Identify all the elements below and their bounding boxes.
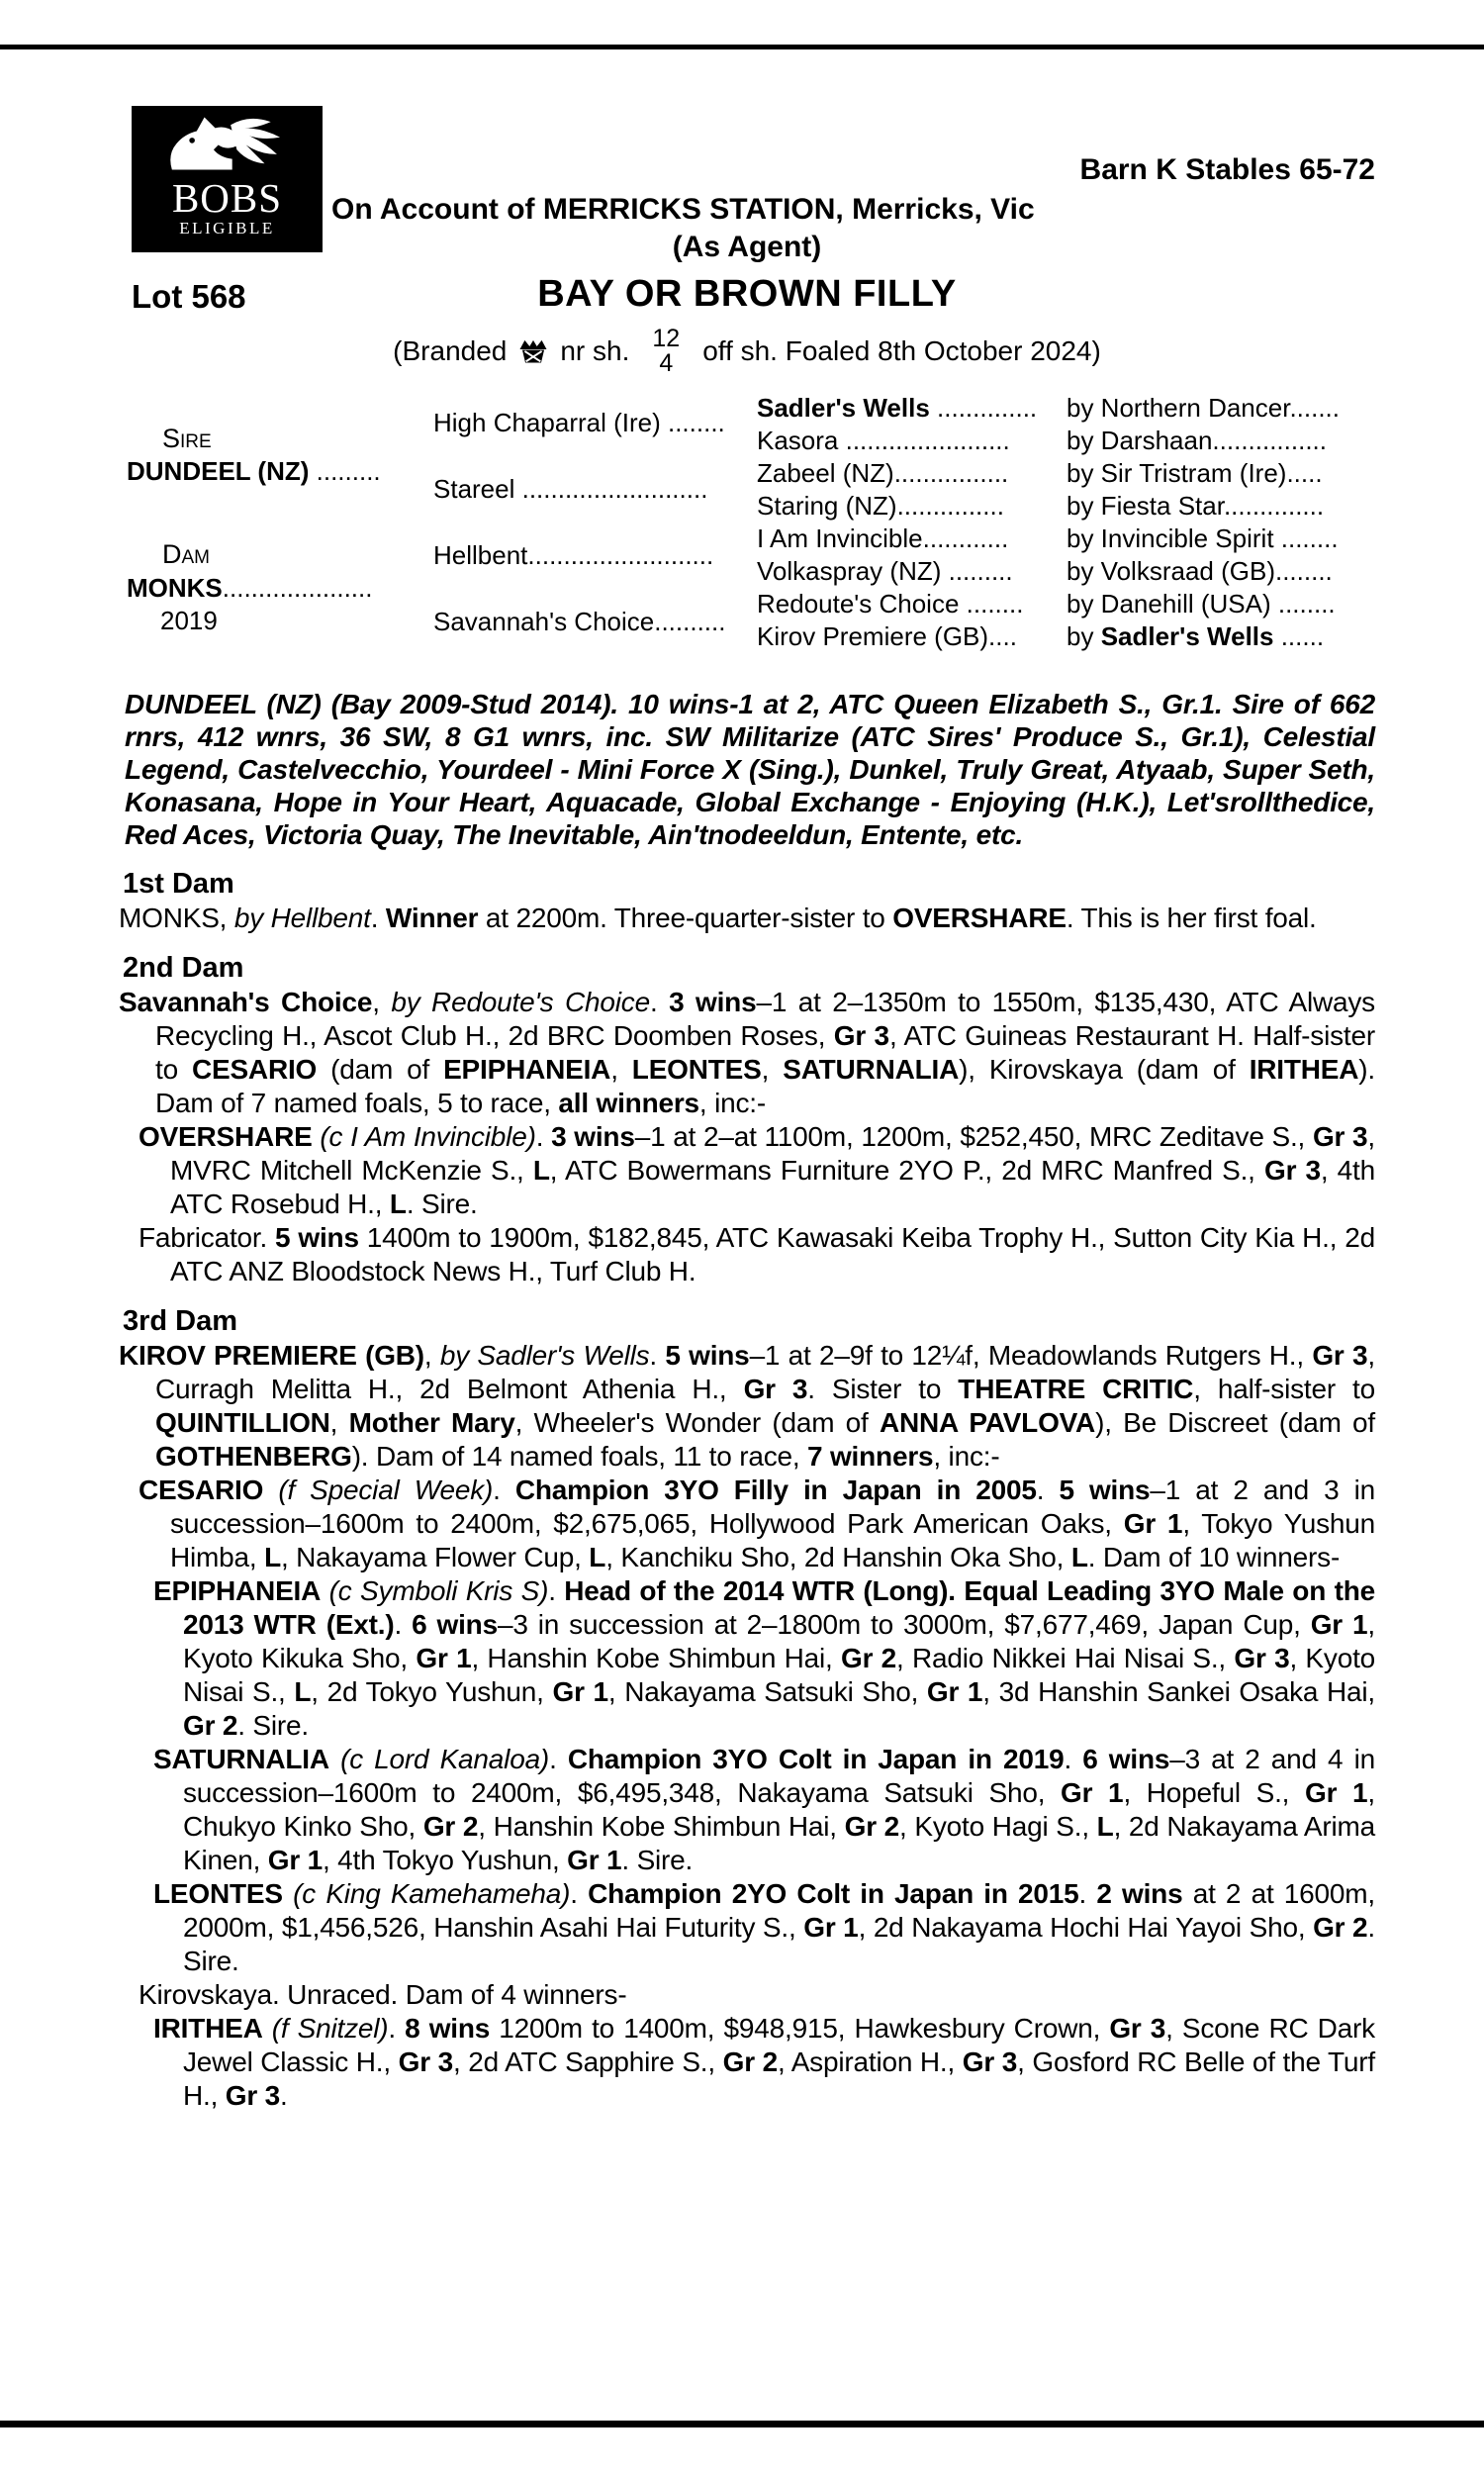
gen4-ancestor: by Darshaan................ (1067, 426, 1327, 455)
second-dam-heading: 2nd Dam (123, 952, 244, 984)
gen4-ancestor: by Danehill (USA) ........ (1067, 589, 1336, 618)
dam-entry: MONKS, by Hellbent. Winner at 2200m. Three-quarter-sister to OVERSHARE. This is her first foal. (119, 903, 1317, 933)
gen3-ancestor: Kasora ....................... (757, 426, 1010, 455)
logo-text-bobs: BOBS (171, 175, 283, 221)
brand-number-top: 12 (652, 325, 681, 352)
progeny-entry: CESARIO (f Special Week). Champion 3YO Filly in Japan in 2005. 5 wins–1 at 2 and 3 in succession–1600m to 2400m, $2,675,065, Hollywood Park American Oaks, Gr 1, Tokyo Yushun Himba, L, Nakayama Flower Cup, L, Kanchiku Sho, 2d Hanshin Oka Sho, L. Dam of 10 winners- (139, 1475, 1375, 1572)
progeny-entry: LEONTES (c King Kamehameha). Champion 2YO Colt in Japan in 2015. 2 wins at 2 at 1600m, 2000m, $1,456,526, Hanshin Asahi Hai Futurity S., Gr 1, 2d Nakayama Hochi Hai Yayoi Sho, Gr 2. Sire. (153, 1878, 1375, 1976)
bottom-rule (0, 2421, 1484, 2427)
brand-foaling-line (119, 327, 1375, 376)
gen2-sire-of-dam: Hellbent.......................... (433, 540, 714, 570)
pedigree-table (119, 393, 1375, 682)
progeny-entry: Kirovskaya. Unraced. Dam of 4 winners- (139, 1979, 627, 2010)
gen4-ancestor: by Northern Dancer....... (1067, 393, 1341, 423)
dam-entry: KIROV PREMIERE (GB), by Sadler's Wells. 5 wins–1 at 2–9f to 12¼f, Meadowlands Rutgers H., Gr 3, Curragh Melitta H., 2d Belmont Athenia H., Gr 3. Sister to THEATRE CRITIC, half-sister to QUINTILLION, Mother Mary, Wheeler's Wonder (dam of ANNA PAVLOVA), Be Discreet (dam of GOTHENBERG). Dam of 14 named foals, 11 to race, 7 winners, inc:- (119, 1340, 1375, 1472)
foaled-date: off sh. Foaled 8th October 2024) (702, 335, 1101, 366)
gen3-ancestor: I Am Invincible............ (757, 523, 1009, 553)
third-dam-heading: 3rd Dam (123, 1305, 238, 1337)
sire-label: Sire (162, 424, 212, 453)
gen3-ancestor: Sadler's Wells .............. (757, 393, 1038, 423)
gen3-ancestor: Kirov Premiere (GB).... (757, 621, 1017, 651)
second-dam-section (119, 952, 1375, 1288)
horse-description-title: BAY OR BROWN FILLY (537, 273, 957, 315)
dam-label: Dam (162, 539, 210, 569)
progeny-entry: Fabricator. 5 wins 1400m to 1900m, $182,845, ATC Kawasaki Keiba Trophy H., Sutton City Kia H., 2d ATC ANZ Bloodstock News H., Turf Club H. (139, 1222, 1376, 1286)
gen2-dam-of-dam: Savannah's Choice.......... (433, 607, 726, 636)
progeny-entry: IRITHEA (f Snitzel). 8 wins 1200m to 1400m, $948,915, Hawkesbury Crown, Gr 3, Scone RC Dark Jewel Classic H., Gr 3, 2d ATC Sapphire S., Gr 2, Aspiration H., Gr 3, Gosford RC Belle of the Turf H., Gr 3. (153, 2013, 1376, 2111)
first-dam-heading: 1st Dam (123, 868, 234, 900)
dam-entry: Savannah's Choice, by Redoute's Choice. 3 wins–1 at 2–1350m to 1550m, $135,430, ATC Always Recycling H., Ascot Club H., 2d BRC Doomben Roses, Gr 3, ATC Guineas Restaurant H. Half-sister to CESARIO (dam of EPIPHANEIA, LEONTES, SATURNALIA), Kirovskaya (dam of IRITHEA). Dam of 7 named foals, 5 to race, all winners, inc:- (119, 987, 1376, 1118)
gen3-ancestor: Staring (NZ)............... (757, 491, 1004, 521)
gen4-ancestor: by Sir Tristram (Ire)..... (1067, 458, 1323, 488)
gen3-ancestor: Zabeel (NZ)................ (757, 458, 1009, 488)
gen4-ancestor: by Sadler's Wells ...... (1067, 621, 1325, 651)
brand-number-bottom: 4 (659, 349, 674, 377)
as-agent-line: (As Agent) (672, 231, 822, 263)
lot-number: Lot 568 (132, 278, 246, 315)
sire-summary-paragraph: DUNDEEL (NZ) (Bay 2009-Stud 2014). 10 wins-1 at 2, ATC Queen Elizabeth S., Gr.1. Sire of 662 rnrs, 412 wnrs, 36 SW, 8 G1 wnrs, inc. SW Militarize (ATC Sires' Produce S., Gr.1), Celestial Legend, Castelvecchio, Yourdeel - Mini Force X (Sing.), Dunkel, Truly Great, Atyaab, Super Seth, Konasana, Hope in Your Heart, Aquacade, Global Exchange - Enjoying (H.K.), Let'srollthedice, Red Aces, Victoria Quay, The Inevitable, Ain'tnodeeldun, Entente, etc. (125, 689, 1375, 850)
logo-text-eligible: ELIGIBLE (179, 219, 275, 238)
top-rule (0, 45, 1484, 49)
brand-near-shoulder: nr sh. (560, 335, 630, 366)
brand-prefix: (Branded (393, 335, 508, 366)
horse-head-icon (150, 114, 305, 173)
gen4-ancestor: by Invincible Spirit ........ (1067, 523, 1339, 553)
progeny-entry: SATURNALIA (c Lord Kanaloa). Champion 3YO Colt in Japan in 2019. 6 wins–3 at 2 and 4 in succession–1600m to 2400m, $6,495,348, Nakayama Satsuki Sho, Gr 1, Hopeful S., Gr 1, Chukyo Kinko Sho, Gr 2, Hanshin Kobe Shimbun Hai, Gr 2, Kyoto Hagi S., L, 2d Nakayama Arima Kinen, Gr 1, 4th Tokyo Yushun, Gr 1. Sire. (153, 1744, 1375, 1875)
vendor-account-line: On Account of MERRICKS STATION, Merricks, Vic (331, 193, 1035, 226)
gen4-ancestor: by Volksraad (GB)........ (1067, 556, 1333, 586)
progeny-entry: EPIPHANEIA (c Symboli Kris S). Head of the 2014 WTR (Long). Equal Leading 3YO Male on the 2013 WTR (Ext.). 6 wins–3 in succession at 2–1800m to 3000m, $7,677,469, Japan Cup, Gr 1, Kyoto Kikuka Sho, Gr 1, Hanshin Kobe Shimbun Hai, Gr 2, Radio Nikkei Hai Nisai S., Gr 3, Kyoto Nisai S., L, 2d Tokyo Yushun, Gr 1, Nakayama Satsuki Sho, Gr 1, 3d Hanshin Sankei Osaka Hai, Gr 2. Sire. (153, 1575, 1376, 1741)
progeny-entry: OVERSHARE (c I Am Invincible). 3 wins–1 at 2–at 1100m, 1200m, $252,450, MRC Zeditave S., Gr 3, MVRC Mitchell McKenzie S., L, ATC Bowermans Furniture 2YO P., 2d MRC Manfred S., Gr 3, 4th ATC Rosebud H., L. Sire. (139, 1121, 1376, 1219)
gen2-dam-of-sire: Stareel .......................... (433, 474, 708, 504)
gen4-ancestor: by Fiesta Star.............. (1067, 491, 1325, 521)
gen2-sire-of-sire: High Chaparral (Ire) ........ (433, 408, 725, 437)
dam-name: MONKS..................... (127, 573, 373, 603)
dam-foaling-year: 2019 (160, 606, 218, 635)
brand-mark-icon (517, 338, 549, 365)
gen3-ancestor: Volkaspray (NZ) ......... (757, 556, 1013, 586)
brand-number-fraction (652, 327, 680, 376)
third-dam-section (119, 1305, 1375, 2113)
barn-stable-info: Barn K Stables 65-72 (1079, 153, 1375, 186)
first-dam-section (119, 868, 1375, 935)
sire-name: DUNDEEL (NZ) ......... (127, 456, 381, 486)
gen3-ancestor: Redoute's Choice ........ (757, 589, 1024, 618)
